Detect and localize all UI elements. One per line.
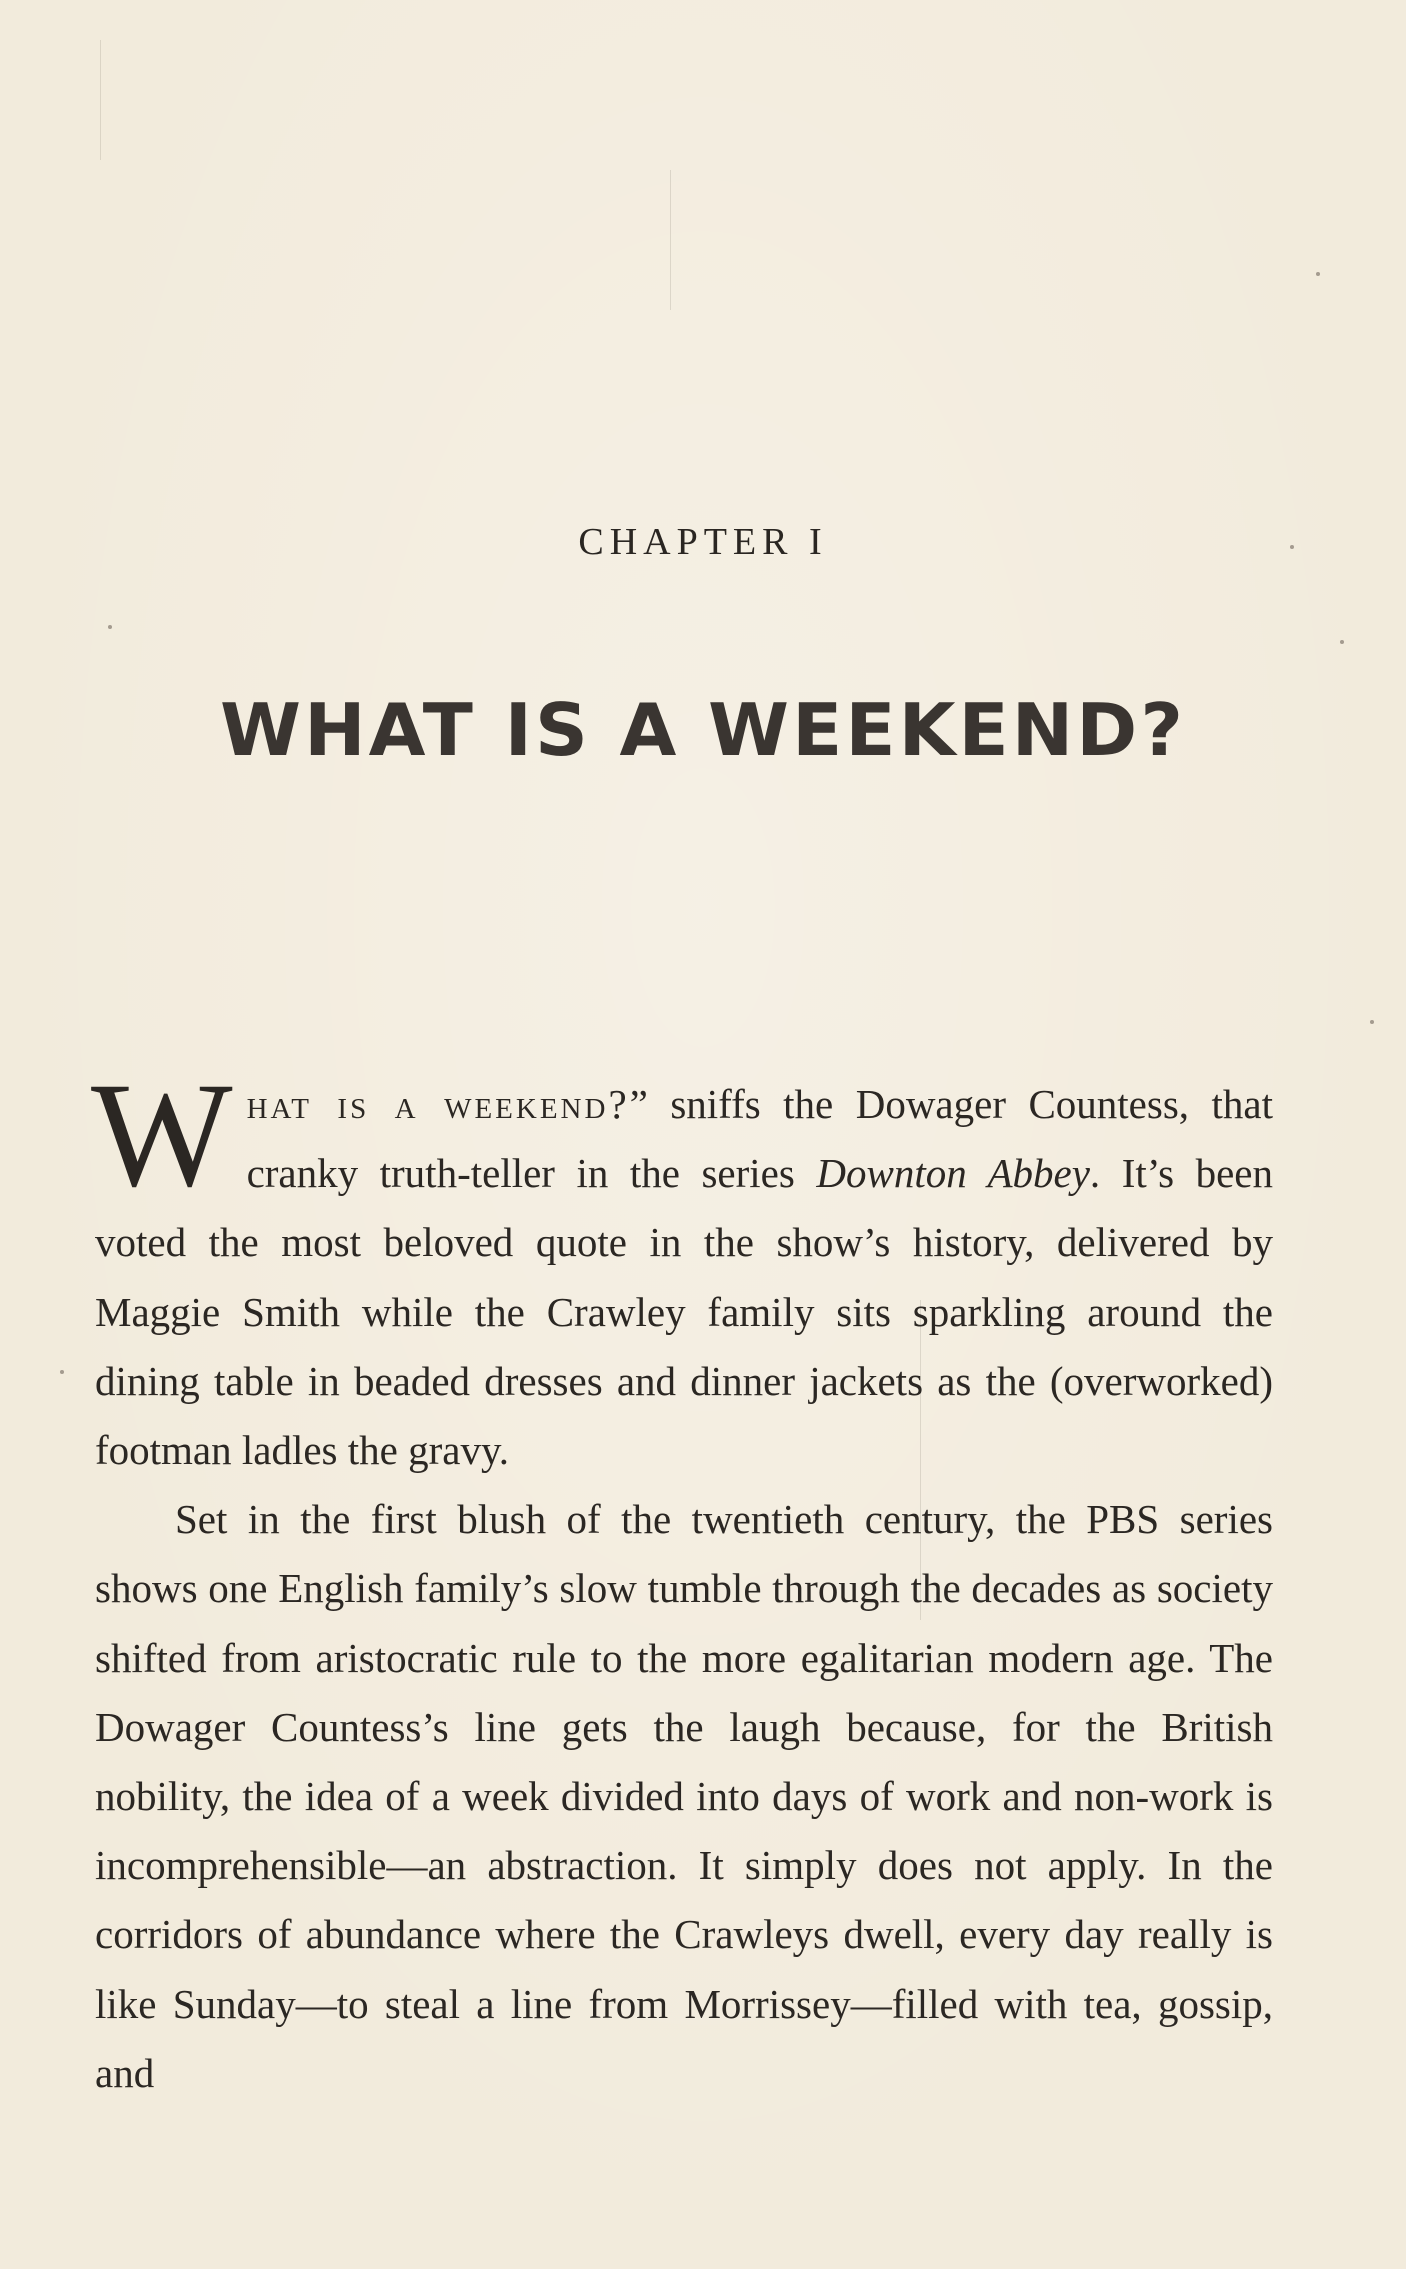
quote-close: ”: [629, 1081, 648, 1127]
drop-cap: W: [91, 1052, 233, 1218]
body-text: [91, 1052, 1273, 2108]
show-title: Downton Abbey: [816, 1150, 1090, 1197]
chapter-label: CHAPTER I: [578, 521, 828, 563]
opening-small-caps: hat is a weekend?: [246, 1081, 630, 1127]
paper-speck: [1340, 640, 1344, 644]
paragraph-1: [91, 1052, 1273, 1485]
paper-speck: [1316, 272, 1320, 276]
paragraph-1-text-a: sniffs the Dowager Countess, that cranky truth-teller in the series: [246, 1081, 1273, 1197]
paper-speck: [108, 625, 112, 629]
paragraph-1-text-b: . It’s been voted the most beloved quote in the show’s history, delivered by Maggie Smith while the Crawley family sits sparkling around the dining table in beaded dresses and dinner jackets as the (overworked) footman ladles the gravy.: [95, 1150, 1273, 1474]
page-crease: [670, 170, 671, 310]
paper-speck: [60, 1370, 64, 1374]
paper-speck: [1370, 1020, 1374, 1024]
chapter-title: WHAT IS A WEEKEND?: [219, 688, 1186, 772]
page-crease: [100, 40, 101, 160]
paragraph-2: Set in the first blush of the twentieth century, the PBS series shows one English family’s slow tumble through the decades as society shifted from aristocratic rule to the more egalitarian modern age. The Dowager Countess’s line gets the laugh because, for the British nobility, the idea of a week divided into days of work and non-work is incomprehensible—an abstraction. It simply does not apply. In the corridors of abundance where the Crawleys dwell, every day really is like Sunday—to steal a line from Morrissey—filled with tea, gossip, and: [95, 1496, 1273, 2096]
